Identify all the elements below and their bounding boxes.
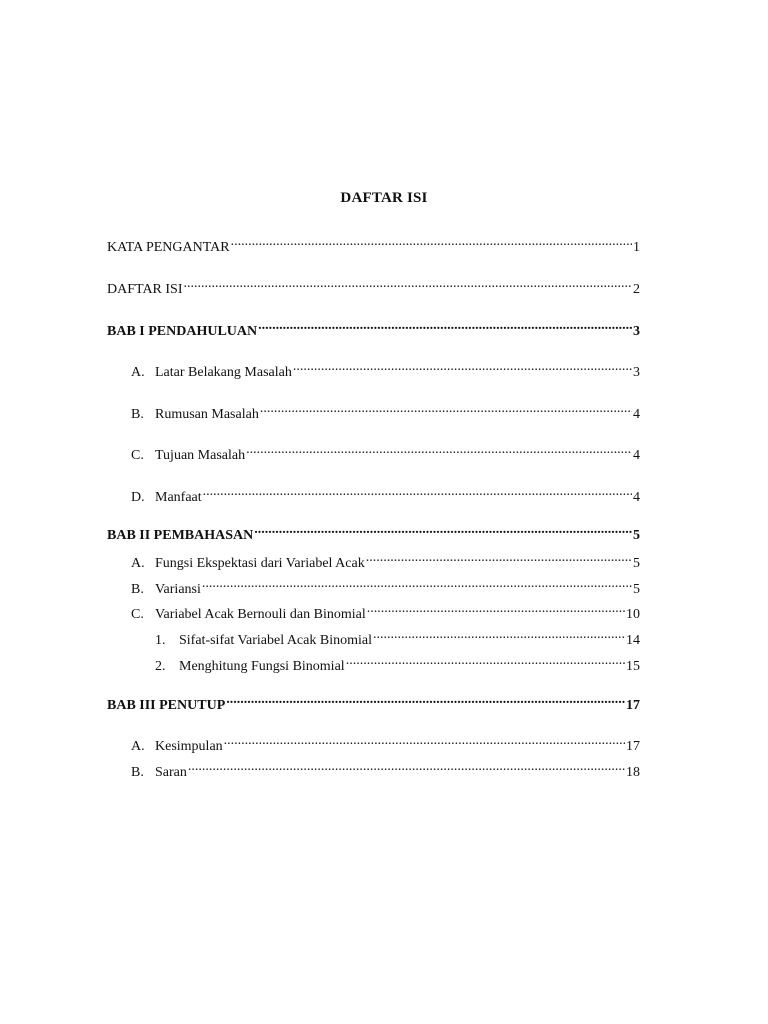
toc-dot-leader	[367, 600, 625, 618]
toc-entry-label: Fungsi Ekspektasi dari Variabel Acak	[155, 556, 365, 571]
toc-page-number: 2	[633, 282, 640, 297]
toc-entry-label: BAB III PENUTUP	[107, 698, 226, 713]
toc-entry-label: BAB I PENDAHULUAN	[107, 324, 258, 339]
toc-page-number: 5	[633, 556, 640, 571]
toc-entry-prefix: C.	[131, 607, 144, 622]
toc-entry-bab-2	[107, 521, 640, 545]
toc-page-number: 3	[633, 324, 640, 339]
toc-page-number: 4	[633, 490, 640, 505]
toc-entry-label: Variabel Acak Bernouli dan Binomial	[155, 607, 366, 622]
toc-entry-label: Manfaat	[155, 490, 202, 505]
toc-entry-prefix: C.	[131, 448, 144, 463]
toc-entry-prefix: 1.	[155, 633, 166, 648]
page-title: DAFTAR ISI	[340, 190, 428, 206]
toc-entry-manfaat	[131, 483, 640, 507]
toc-page-number: 5	[633, 528, 640, 543]
toc-entry-label: KATA PENGANTAR	[107, 240, 230, 255]
toc-entry-variansi	[131, 575, 640, 599]
toc-entry-menghitung-fungsi	[155, 652, 640, 676]
toc-entry-label: DAFTAR ISI	[107, 282, 183, 297]
toc-page-number: 17	[626, 739, 640, 754]
toc-entry-fungsi-ekspektasi	[131, 549, 640, 573]
toc-entry-tujuan-masalah	[131, 441, 640, 465]
toc-entry-label: Saran	[155, 765, 187, 780]
toc-entry-bab-3	[107, 691, 640, 715]
toc-page-number: 1	[633, 240, 640, 255]
toc-page-number: 14	[626, 633, 640, 648]
toc-dot-leader	[258, 317, 632, 335]
toc-dot-leader	[366, 549, 632, 567]
toc-dot-leader	[293, 358, 632, 376]
toc-entry-bab-1	[107, 317, 640, 341]
toc-page-number: 18	[626, 765, 640, 780]
toc-entry-prefix: B.	[131, 582, 144, 597]
toc-entry-latar-belakang	[131, 358, 640, 382]
toc-entry-label: Rumusan Masalah	[155, 407, 259, 422]
toc-entry-prefix: D.	[131, 490, 145, 505]
toc-entry-label: Sifat-sifat Variabel Acak Binomial	[179, 633, 372, 648]
toc-dot-leader	[231, 233, 632, 251]
toc-page-number: 5	[633, 582, 640, 597]
toc-dot-leader	[184, 275, 633, 293]
toc-entry-label: Kesimpulan	[155, 739, 223, 754]
toc-entry-label: BAB II PEMBAHASAN	[107, 528, 254, 543]
toc-entry-kesimpulan	[131, 732, 640, 756]
toc-entry-rumusan-masalah	[131, 400, 640, 424]
toc-page-number: 4	[633, 407, 640, 422]
toc-dot-leader	[202, 575, 632, 593]
toc-dot-leader	[224, 732, 625, 750]
toc-page-number: 10	[626, 607, 640, 622]
toc-entry-prefix: B.	[131, 765, 144, 780]
toc-page-number: 17	[626, 698, 640, 713]
toc-entry-sifat-sifat	[155, 626, 640, 650]
toc-entry-saran	[131, 758, 640, 782]
toc-dot-leader	[226, 691, 625, 709]
toc-dot-leader	[188, 758, 625, 776]
toc-dot-leader	[373, 626, 625, 644]
toc-entry-label: Variansi	[155, 582, 201, 597]
toc-entry-label: Tujuan Masalah	[155, 448, 246, 463]
toc-entry-label: Menghitung Fungsi Binomial	[179, 659, 345, 674]
toc-dot-leader	[254, 521, 632, 539]
toc-entry-prefix: A.	[131, 365, 145, 380]
toc-page-number: 15	[626, 659, 640, 674]
toc-entry-prefix: A.	[131, 739, 145, 754]
toc-entry-kata-pengantar	[107, 233, 640, 257]
toc-entry-prefix: B.	[131, 407, 144, 422]
toc-entry-label: Latar Belakang Masalah	[155, 365, 292, 380]
toc-entry-daftar-isi	[107, 275, 640, 299]
toc-dot-leader	[260, 400, 632, 418]
toc-page-number: 3	[633, 365, 640, 380]
toc-entry-variabel-bernouli	[131, 600, 640, 624]
toc-page-number: 4	[633, 448, 640, 463]
toc-dot-leader	[203, 483, 632, 501]
toc-entry-prefix: 2.	[155, 659, 166, 674]
toc-dot-leader	[246, 441, 632, 459]
toc-dot-leader	[346, 652, 625, 670]
toc-entry-prefix: A.	[131, 556, 145, 571]
